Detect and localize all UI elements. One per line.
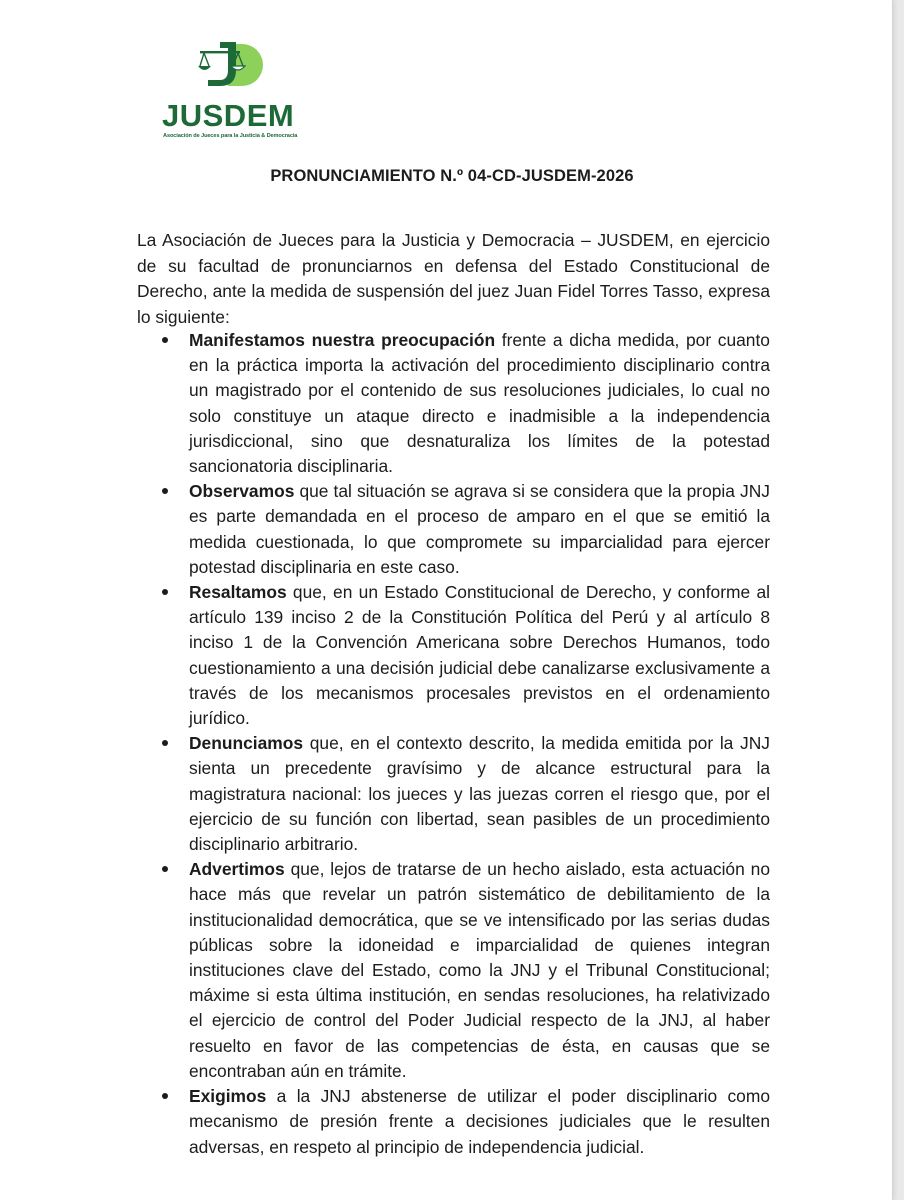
list-item (137, 479, 770, 580)
list-item (137, 857, 770, 1084)
list-item (137, 580, 770, 731)
bullet-icon (162, 589, 168, 595)
point-text: que, lejos de tratarse de un hecho aislado, esta actuación no hace más que revelar un patrón sistemático de debilitamiento de la institucionalidad democrática, que se ve intensificado por las serias dudas públicas sobre la idoneidad e imparcialidad de quienes integran instituciones clave del Estado, como la JNJ y el Tribunal Constitucional; máxime si esta última institución, en sendas resoluciones, ha relativizado el ejercicio de control del Poder Judicial respecto de la JNJ, al haber resuelto en favor de las competencias de ésta, en causas que se encontraban aún en trámite. (189, 859, 770, 1081)
statement-list (137, 328, 770, 1160)
point-text: que, en el contexto descrito, la medida emitida por la JNJ sienta un precedente gravísimo y de alcance estructural para la magistratura nacional: los jueces y las juezas corren el riesgo que, por el ejercicio de su función con libertad, sean pasibles de un procedimiento disciplinario arbitrario. (189, 733, 770, 855)
bullet-icon (162, 866, 168, 872)
point-text: que tal situación se agrava si se considera que la propia JNJ es parte demandada en el proceso de amparo en el que se emitió la medida cuestionada, lo que compromete su imparcialidad para ejercer potestad disciplinaria en este caso. (189, 481, 770, 577)
point-lead: Manifestamos nuestra preocupación (189, 330, 496, 350)
logo-wordmark: JUSDEM (162, 98, 295, 133)
bullet-icon (162, 1093, 168, 1099)
intro-paragraph: La Asociación de Jueces para la Justicia y Democracia – JUSDEM, en ejercicio de su facultad de pronunciarnos en defensa del Estado Constitucional de Derecho, ante la medida de suspensión del juez Juan Fidel Torres Tasso, expresa lo siguiente: (137, 230, 770, 327)
point-lead: Resaltamos (189, 582, 287, 603)
point-lead: Denunciamos (189, 733, 304, 754)
point-text: que, en un Estado Constitucional de Derecho, y conforme al artículo 139 inciso 2 de la Constitución Política del Perú y al artículo 8 inciso 1 de la Convención Americana sobre Derechos Humanos, todo cuestionamiento a una decisión judicial debe canalizarse exclusivamente a través de los mecanismos procesales previstos en el ordenamiento jurídico. (189, 582, 770, 729)
bullet-icon (162, 337, 168, 343)
point-text: a la JNJ abstenerse de utilizar el poder disciplinario como mecanismo de presión frente a decisiones judiciales que le resulten adversas, en respeto al principio de independencia judicial. (189, 1086, 770, 1157)
list-item (137, 731, 770, 857)
logo-tagline: Asociación de Jueces para la Justicia & Democracia (163, 133, 298, 139)
list-item (137, 328, 770, 479)
point-lead: Advertimos (189, 859, 285, 880)
list-item (137, 1084, 770, 1160)
jusdem-logo (162, 40, 312, 144)
bullet-icon (162, 740, 168, 746)
point-text: frente a dicha medida, por cuanto en la práctica importa la activación del procedimiento disciplinario contra un magistrado por el contenido de sus resoluciones judiciales, lo cual no solo constituye un ataque directo e inadmisible a la independencia jurisdiccional, sino que desnaturaliza los límites de la potestad sancionatoria disciplinaria. (189, 330, 770, 477)
point-lead: Exigimos (189, 1086, 267, 1107)
bullet-icon (162, 488, 168, 494)
document-title: PRONUNCIAMIENTO N.º 04-CD-JUSDEM-2026 (270, 167, 634, 185)
scales-of-justice-icon (198, 40, 266, 90)
point-lead: Observamos (189, 481, 295, 502)
